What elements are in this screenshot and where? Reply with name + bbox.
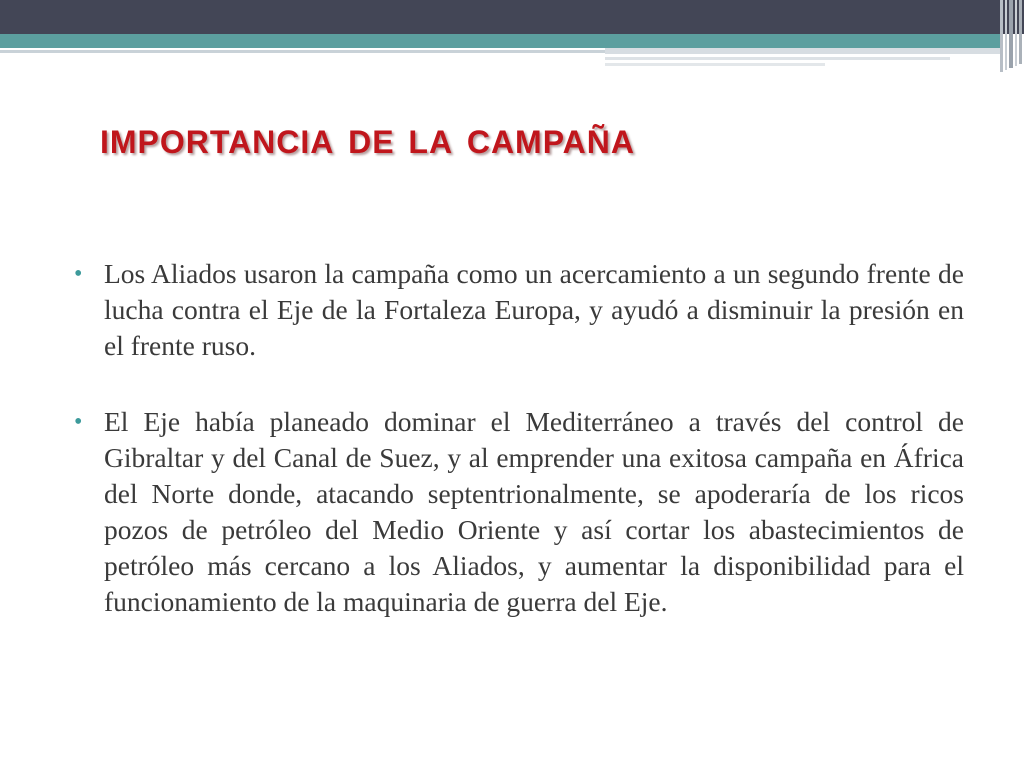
decorative-line <box>605 48 1000 54</box>
top-bar-teal <box>0 34 1000 48</box>
top-bar-dark <box>0 0 1024 34</box>
decorative-line <box>0 50 605 53</box>
bullet-icon: • <box>74 409 83 435</box>
bullet-text: El Eje había planeado dominar el Mediterráneo a través del control de Gibraltar y del Canal de Suez, y al emprender una exitosa campaña en África del Norte donde, atacando septentrionalmente, se apoderaría de los ricos pozos de petróleo del Medio Oriente y así cortar los abastecimientos de petróleo más cercano a los Aliados, y aumentar la disponibilidad para el funcionamiento de la maquinaria de guerra del Eje. <box>104 406 964 617</box>
slide-title: importancia de la campaña <box>100 111 636 163</box>
bullet-item <box>74 256 964 364</box>
decorative-stripe <box>1005 0 1007 70</box>
decorative-stripe <box>1009 0 1013 68</box>
bullet-list <box>74 256 964 620</box>
bullet-item <box>74 404 964 620</box>
decorative-line <box>605 57 950 60</box>
decorative-stripe <box>1019 0 1022 64</box>
decorative-stripe <box>1000 0 1003 72</box>
decorative-stripe <box>1015 0 1017 66</box>
decorative-line <box>605 63 825 66</box>
bullet-icon: • <box>74 261 83 287</box>
bullet-text: Los Aliados usaron la campaña como un acercamiento a un segundo frente de lucha contra el Eje de la Fortaleza Europa, y ayudó a disminuir la presión en el frente ruso. <box>104 258 964 361</box>
